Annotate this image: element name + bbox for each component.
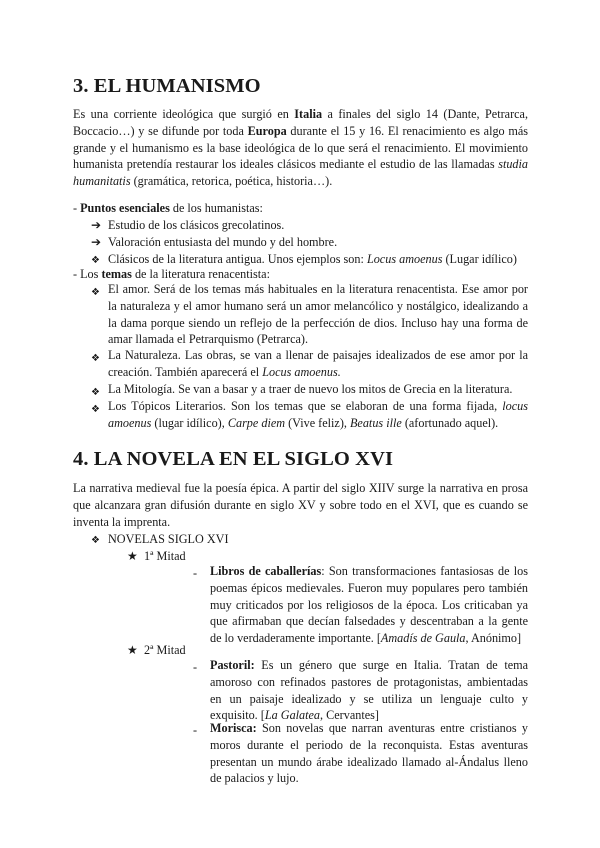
tema-text: La Mitología. Se van a basar y a traer de nuevo los mitos de Grecia en la literatura. <box>108 382 513 396</box>
tema-text: El amor. Será de los temas más habituales en la literatura renacentista. Ese amor por la naturaleza y el amor humano será un amor melancólico y nostálgico, idealizando a la dama porque siendo un reflejo de la perfección de dios. Incluso hay una forma de amar llamada el Petrarquismo (Petrarca). <box>108 282 528 347</box>
list-item <box>91 217 285 234</box>
puntos-label-post: de los humanistas: <box>169 201 263 215</box>
diamond-bullet-icon: ❖ <box>91 255 100 266</box>
section-title-novela: 4. LA NOVELA EN EL SIGLO XVI <box>73 448 394 470</box>
puntos-label-pre: - <box>73 201 81 215</box>
humanismo-intro: Es una corriente ideológica que surgió en Italia a finales del siglo 14 (Dante, Petrarca, Boccacio…) y se difunde por toda Europa durante el 15 y 16. El renacimiento es algo más grande y el humanismo es la base ideológica de lo que será el renacimiento. El movimiento humanista pretendía restaurar los ideales clásicos mediante el estudio de las llamadas studia humanitatis (gramática, retorica, poética, historia…). <box>73 107 528 189</box>
mitad1-label: 1ª Mitad <box>144 549 186 563</box>
puntos-label-bold: Puntos esenciales <box>80 201 170 215</box>
list-item <box>91 234 338 251</box>
mitad1-item-text: Libros de caballerías: Son transformaciones fantasiosas de los poemas épicos medievales. Fueron muy populares pero también muy criticados por los religiosos de la época. Los criticaban ya que afirmaban que decían falsedades y descentraban a la gente de lo verdaderamente importante. [Amadís de Gaula, Anónimo] <box>210 564 528 646</box>
puntos-esenciales-label <box>73 200 263 217</box>
diamond-bullet-icon: ❖ <box>91 387 100 398</box>
list-item <box>91 531 229 550</box>
tema-text: La Naturaleza. Las obras, se van a llenar de paisajes idealizados de ese amor por la creación. También aparecerá el Locus amoenus. <box>108 348 528 379</box>
list-item <box>91 400 100 419</box>
novela-intro: La narrativa medieval fue la poesía épica. A partir del siglo XIIV surge la narrativa en prosa que alcanzara gran difusión durante en siglo XV y sobre todo en el XVI, que es cuando se inventa la imprenta. <box>73 481 528 529</box>
punto-text: Estudio de los clásicos grecolatinos. <box>108 218 285 232</box>
punto-text: Clásicos de la literatura antigua. Unos ejemplos son: Locus amoenus (Lugar idílico) <box>108 252 517 266</box>
mitad2-label: 2ª Mitad <box>144 643 186 657</box>
list-item <box>193 565 197 582</box>
list-item <box>127 548 186 565</box>
temas-label-post: de la literatura renacentista: <box>131 267 270 281</box>
dash-bullet-icon: - <box>193 723 198 737</box>
arrow-bullet-icon: ➔ <box>91 218 102 232</box>
tema-text: Los Tópicos Literarios. Son los temas que se elaboran de una forma fijada, locus amoenus (lugar idílico), Carpe diem (Vive feliz), Beatus ille (afortunado aquel). <box>108 399 528 430</box>
list-item <box>91 383 100 402</box>
star-bullet-icon: ★ <box>127 549 138 563</box>
diamond-bullet-icon: ❖ <box>91 287 100 298</box>
list-item <box>193 722 197 739</box>
diamond-bullet-icon: ❖ <box>91 353 100 364</box>
novelas-label: NOVELAS SIGLO XVI <box>108 532 229 546</box>
list-item <box>91 349 100 368</box>
diamond-bullet-icon: ❖ <box>91 404 100 415</box>
section-title-humanismo: 3. EL HUMANISMO <box>73 75 261 97</box>
mitad2-item-text: Pastoril: Es un género que surge en Italia. Tratan de tema amoroso con refinados pastores de protagonistas, ambientadas en un paisaje idealizado y se utiliza un lenguaje culto y exquisito. [La Galatea, Cervantes] <box>210 658 528 723</box>
list-item <box>91 283 100 302</box>
dash-bullet-icon: - <box>193 566 198 580</box>
list-item <box>193 659 197 676</box>
arrow-bullet-icon: ➔ <box>91 235 102 249</box>
temas-label-bold: temas <box>101 267 132 281</box>
dash-bullet-icon: - <box>193 660 198 674</box>
punto-text: Valoración entusiasta del mundo y del hombre. <box>108 235 338 249</box>
diamond-bullet-icon: ❖ <box>91 535 100 546</box>
temas-label-pre: - Los <box>73 267 102 281</box>
list-item <box>127 642 186 659</box>
star-bullet-icon: ★ <box>127 643 138 657</box>
mitad2-item-text: Morisca: Son novelas que narran aventuras entre cristianos y moros durante el periodo de la reconquista. Estas aventuras presentan un mundo árabe idealizado llamado al-Ándalus lleno de palacios y lujo. <box>210 721 528 786</box>
